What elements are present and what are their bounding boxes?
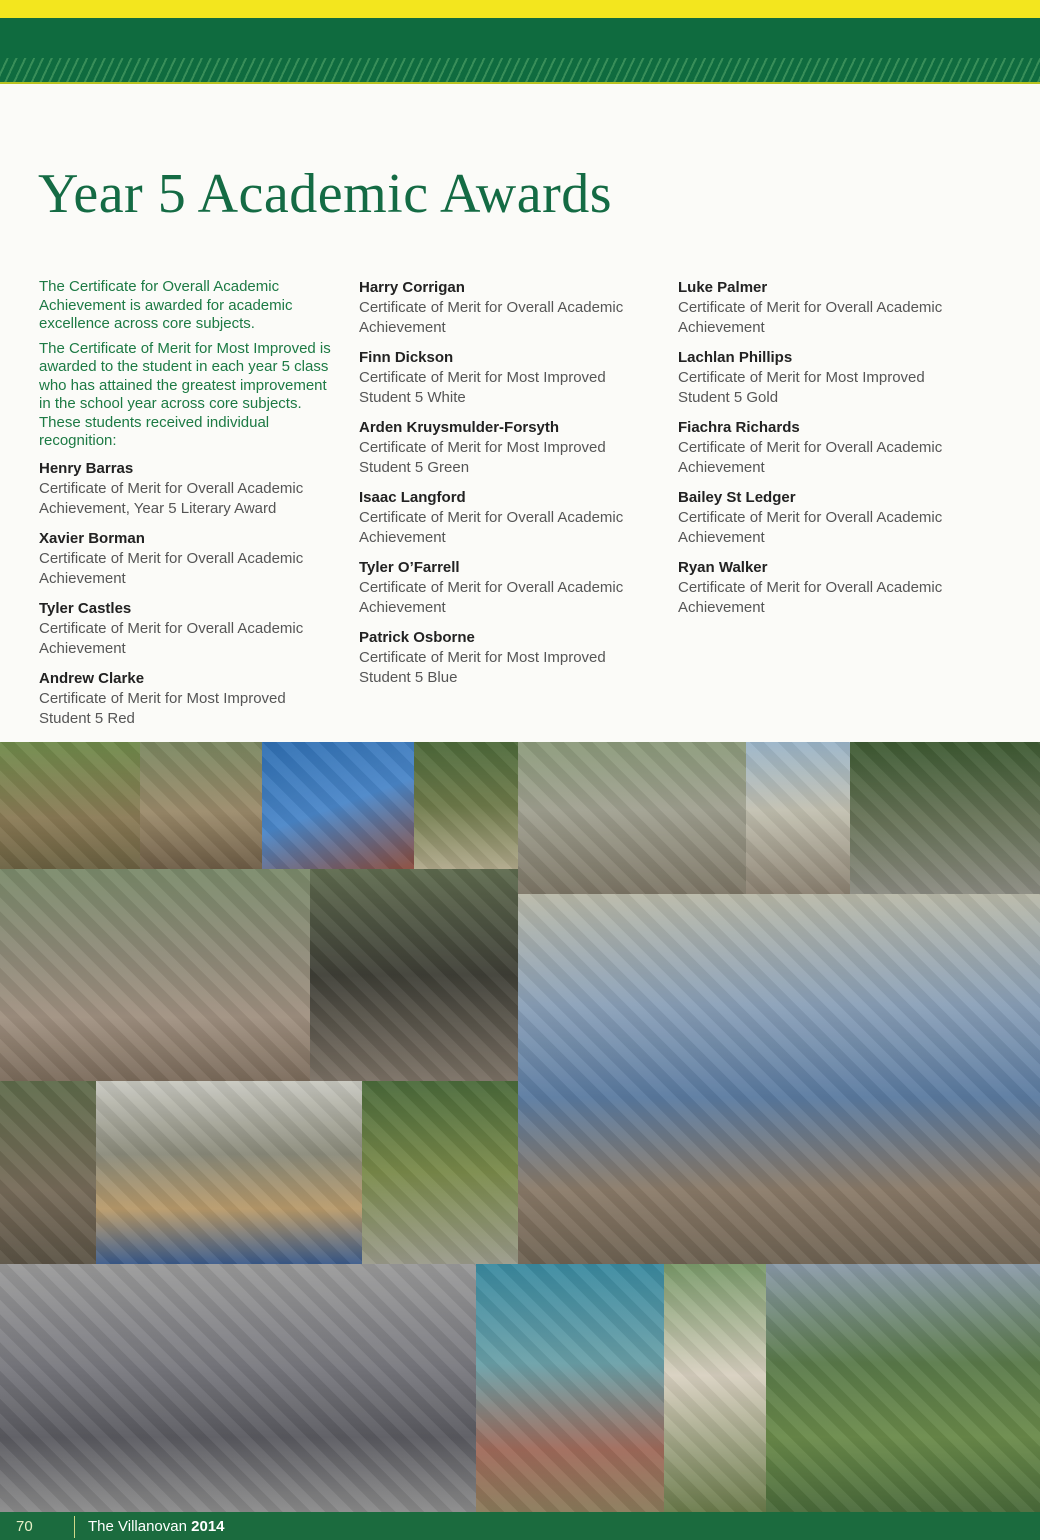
student-name: Finn Dickson [359, 349, 454, 366]
publication-year: 2014 [191, 1518, 225, 1535]
footer-divider [74, 1516, 75, 1538]
award-description: Certificate of Merit for Overall Academic Achievement [359, 579, 624, 616]
photo [746, 742, 850, 894]
award-entry [359, 278, 659, 338]
award-description: Certificate of Merit for Overall Academic Achievement [359, 299, 624, 336]
photo-collage [0, 742, 1040, 1512]
award-description: Certificate of Merit for Overall Academic Achievement [678, 299, 943, 336]
photo [0, 742, 140, 869]
student-name: Harry Corrigan [359, 279, 465, 296]
award-entry [359, 628, 659, 688]
student-name: Bailey St Ledger [678, 489, 796, 506]
photo [518, 742, 746, 894]
photo [476, 1264, 664, 1512]
photo [518, 894, 1040, 1264]
intro-paragraph: The Certificate of Merit for Most Improved is awarded to the student in each year 5 class who has attained the greatest improvement in the school year across core subjects. These students received individual recognition: [39, 339, 331, 449]
publication-title [88, 1518, 225, 1535]
photo [140, 742, 262, 869]
student-name: Andrew Clarke [39, 669, 145, 687]
photo [664, 1264, 766, 1512]
awards-column-1 [39, 278, 339, 739]
student-name: Patrick Osborne [359, 629, 475, 646]
award-entry [39, 459, 339, 519]
page-footer [0, 1512, 1040, 1540]
photo [850, 742, 1040, 894]
award-description: Certificate of Merit for Most Improved Student 5 Blue [359, 649, 606, 686]
photo [362, 1081, 518, 1264]
student-name: Isaac Langford [359, 489, 466, 506]
intro-paragraph: The Certificate for Overall Academic Achievement is awarded for academic excellence across core subjects. [39, 278, 293, 332]
award-description: Certificate of Merit for Overall Academic Achievement [359, 509, 624, 546]
award-entry [678, 278, 978, 338]
awards-column-2 [359, 278, 659, 698]
photo [0, 1264, 476, 1512]
award-description: Certificate of Merit for Overall Academic Achievement [39, 549, 304, 587]
photo [766, 1264, 1040, 1512]
award-description: Certificate of Merit for Overall Academic Achievement [678, 579, 943, 616]
awards-column-3 [678, 278, 978, 628]
photo [262, 742, 414, 869]
award-entry [678, 558, 978, 618]
award-entry [359, 348, 659, 408]
header-yellow-band [0, 0, 1040, 18]
photo [0, 869, 310, 1081]
header-green-band [0, 18, 1040, 82]
award-description: Certificate of Merit for Most Improved Student 5 Green [359, 439, 606, 476]
award-description: Certificate of Merit for Overall Academic Achievement [678, 439, 943, 476]
photo [310, 869, 518, 1081]
student-name: Xavier Borman [39, 529, 145, 547]
page-title: Year 5 Academic Awards [38, 163, 613, 225]
student-name: Henry Barras [39, 459, 134, 477]
student-name: Ryan Walker [678, 559, 768, 576]
award-entry [39, 669, 339, 729]
student-name: Tyler Castles [39, 599, 132, 617]
award-entry [39, 599, 339, 659]
award-description: Certificate of Merit for Most Improved Student 5 White [359, 369, 606, 406]
student-name: Fiachra Richards [678, 419, 800, 436]
student-name: Luke Palmer [678, 279, 768, 296]
award-entry [359, 488, 659, 548]
award-entry [678, 418, 978, 478]
photo [96, 1081, 362, 1264]
award-entry [678, 348, 978, 408]
student-name: Arden Kruysmulder-Forsyth [359, 419, 560, 436]
student-name: Lachlan Phillips [678, 349, 793, 366]
student-name: Tyler O’Farrell [359, 559, 460, 576]
award-description: Certificate of Merit for Overall Academic Achievement [39, 619, 304, 657]
award-entry [678, 488, 978, 548]
photo [414, 742, 518, 869]
award-entry [39, 529, 339, 589]
award-description: Certificate of Merit for Most Improved Student 5 Red [39, 689, 286, 727]
award-description: Certificate of Merit for Overall Academic Achievement, Year 5 Literary Award [39, 479, 304, 517]
award-description: Certificate of Merit for Most Improved Student 5 Gold [678, 369, 925, 406]
award-entry [359, 558, 659, 618]
award-description: Certificate of Merit for Overall Academic Achievement [678, 509, 943, 546]
photo [0, 1081, 96, 1264]
award-entry [359, 418, 659, 478]
page-number: 70 [16, 1518, 33, 1535]
publication-name: The Villanovan [88, 1518, 187, 1535]
